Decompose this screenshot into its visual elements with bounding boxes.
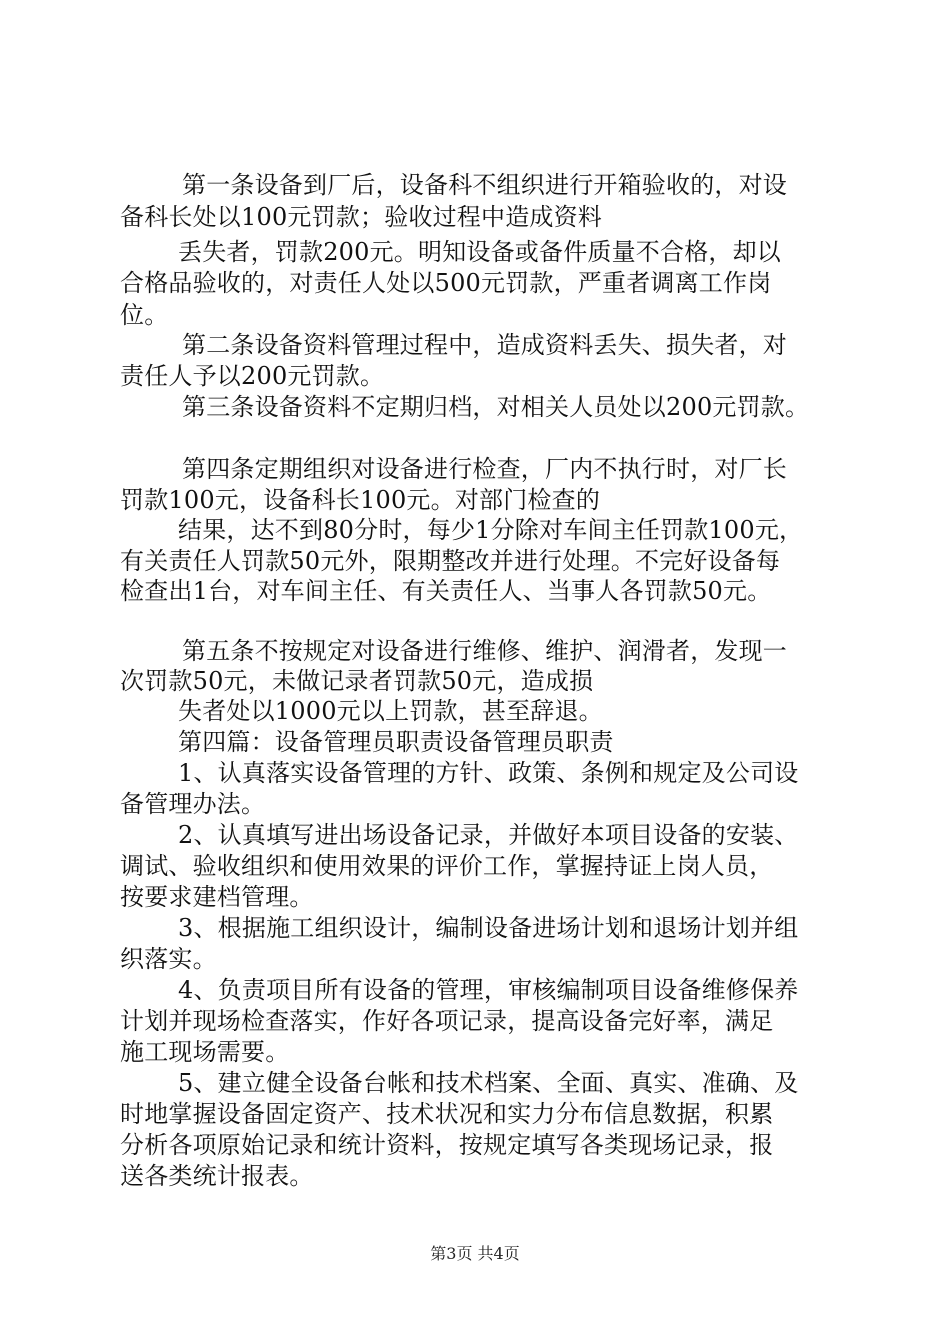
text-line: 结果，达不到80分时，每少1分除对车间主任罚款100元， bbox=[178, 516, 804, 544]
text-line: 施工现场需要。 bbox=[120, 1038, 290, 1066]
text-line: 第三条设备资料不定期归档，对相关人员处以200元罚款。 bbox=[182, 393, 810, 421]
text-line: 备科长处以100元罚款；验收过程中造成资料 bbox=[120, 203, 603, 231]
text-line: 1、认真落实设备管理的方针、政策、条例和规定及公司设 bbox=[178, 759, 799, 787]
page-number: 第3页 共4页 bbox=[430, 1244, 520, 1263]
text-line: 丢失者，罚款200元。明知设备或备件质量不合格，却以 bbox=[178, 238, 782, 266]
text-line: 送各类统计报表。 bbox=[120, 1162, 314, 1190]
text-line: 失者处以1000元以上罚款，甚至辞退。 bbox=[178, 697, 603, 725]
text-line: 有关责任人罚款50元外，限期整改并进行处理。不完好设备每 bbox=[120, 547, 781, 575]
text-line: 第四篇：设备管理员职责设备管理员职责 bbox=[178, 728, 614, 756]
text-line: 3、根据施工组织设计，编制设备进场计划和退场计划并组 bbox=[178, 914, 799, 942]
text-line: 时地掌握设备固定资产、技术状况和实力分布信息数据，积累 bbox=[120, 1100, 774, 1128]
text-line: 合格品验收的，对责任人处以500元罚款，严重者调离工作岗 bbox=[120, 269, 772, 297]
text-line: 计划并现场检查落实，作好各项记录，提高设备完好率，满足 bbox=[120, 1007, 774, 1035]
text-line: 备管理办法。 bbox=[120, 790, 266, 818]
text-line: 位。 bbox=[120, 301, 169, 329]
text-line: 第二条设备资料管理过程中，造成资料丢失、损失者，对 bbox=[182, 331, 787, 359]
text-line: 次罚款50元，未做记录者罚款50元，造成损 bbox=[120, 667, 594, 695]
text-line: 按要求建档管理。 bbox=[120, 883, 314, 911]
text-line: 2、认真填写进出场设备记录，并做好本项目设备的安装、 bbox=[178, 821, 799, 849]
text-line: 分析各项原始记录和统计资料，按规定填写各类现场记录，报 bbox=[120, 1131, 774, 1159]
text-line: 罚款100元，设备科长100元。对部门检查的 bbox=[120, 486, 601, 514]
text-line: 织落实。 bbox=[120, 945, 217, 973]
text-line: 检查出1台，对车间主任、有关责任人、当事人各罚款50元。 bbox=[120, 577, 772, 605]
text-line: 第一条设备到厂后，设备科不组织进行开箱验收的，对设 bbox=[182, 171, 787, 199]
text-line: 4、负责项目所有设备的管理，审核编制项目设备维修保养 bbox=[178, 976, 799, 1004]
text-line: 第四条定期组织对设备进行检查，厂内不执行时，对厂长 bbox=[182, 455, 787, 483]
text-line: 责任人予以200元罚款。 bbox=[120, 362, 385, 390]
text-line: 调试、验收组织和使用效果的评价工作，掌握持证上岗人员， bbox=[120, 852, 774, 880]
text-line: 5、建立健全设备台帐和技术档案、全面、真实、准确、及 bbox=[178, 1069, 799, 1097]
text-line: 第五条不按规定对设备进行维修、维护、润滑者，发现一 bbox=[182, 637, 787, 665]
